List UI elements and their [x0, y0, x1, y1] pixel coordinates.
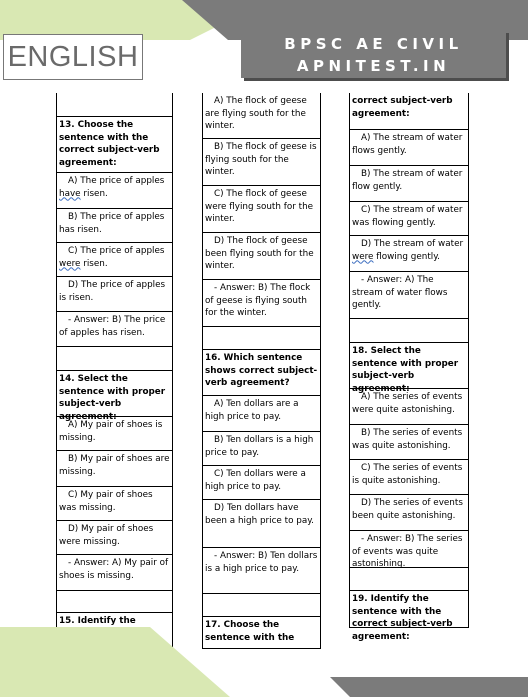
spacer-cell [57, 591, 172, 613]
question-cell [57, 117, 172, 173]
question-column-1 [56, 93, 173, 651]
spacer-cell [350, 568, 468, 591]
cell-text: - Answer: B) Ten dollars is a high price to pay. [205, 551, 318, 574]
option-cell [350, 202, 468, 236]
option-cell [350, 389, 468, 425]
cell-text: C) Ten dollars were a high price to pay. [205, 469, 306, 492]
cell-text: - Answer: A) The stream of water flows gently. [352, 275, 448, 310]
cell-text: A) The series of events were quite astonishing. [352, 392, 463, 415]
cell-text: A) The flock of geese are flying south for the winter. [205, 96, 307, 131]
spacer-cell [203, 327, 320, 350]
option-cell [57, 521, 172, 555]
cell-text: A) My pair of shoes is missing. [59, 420, 163, 443]
option-cell [350, 130, 468, 166]
cell-text: D) The stream of water were flowing gently. [352, 239, 464, 262]
cell-text: 13. Choose the sentence with the correct subject-verb agreement: [59, 120, 160, 168]
option-cell [203, 500, 320, 548]
cell-text: C) The stream of water was flowing gently. [352, 205, 463, 228]
option-cell [350, 495, 468, 531]
spacer-cell [350, 319, 468, 343]
option-cell [350, 236, 468, 272]
option-cell [350, 531, 468, 568]
cell-text: 19. Identify the sentence with the correct subject-verb agreement: [352, 594, 453, 642]
option-cell [203, 139, 320, 186]
option-cell [203, 93, 320, 139]
cell-text: B) The flock of geese is flying south for the winter. [205, 142, 317, 177]
cell-text: D) Ten dollars have been a high price to pay. [205, 503, 314, 526]
cell-text: C) My pair of shoes was missing. [59, 490, 153, 513]
option-cell [57, 243, 172, 277]
question-column-2 [202, 93, 321, 649]
question-column-3 [349, 93, 469, 642]
option-cell [203, 432, 320, 466]
cell-text: C) The flock of geese were flying south for the winter. [205, 189, 314, 224]
cell-text: 18. Select the sentence with proper subject-verb agreement: [352, 346, 459, 394]
option-cell [203, 280, 320, 327]
cell-text: 14. Select the sentence with proper subject-verb agreement: [59, 374, 166, 422]
cell-text: 15. Identify the [59, 616, 136, 626]
option-cell [57, 173, 172, 209]
cell-text: B) The series of events was quite astonishing. [352, 428, 463, 451]
cell-text: - Answer: A) My pair of shoes is missing. [59, 558, 169, 581]
cell-text: correct subject-verb agreement: [352, 96, 453, 119]
cell-text: D) The flock of geese been flying south for the winter. [205, 236, 314, 271]
cell-text: C) The series of events is quite astonishing. [352, 463, 463, 486]
brand-line-2: APNITEST.IN [296, 57, 451, 75]
option-cell [57, 487, 172, 521]
option-cell [203, 466, 320, 500]
cell-text: B) Ten dollars is a high price to pay. [205, 435, 314, 458]
question-cell [203, 350, 320, 396]
option-cell [203, 548, 320, 594]
cell-text: 16. Which sentence shows correct subject-verb agreement? [205, 353, 318, 388]
cell-text: D) The series of events been quite astonishing. [352, 498, 463, 521]
footer-band [0, 627, 528, 697]
subject-title: ENGLISH [3, 34, 143, 80]
option-cell [57, 555, 172, 591]
cell-text: 17. Choose the sentence with the [205, 620, 295, 643]
cell-text: - Answer: B) The price of apples has risen. [59, 315, 166, 338]
option-cell [350, 166, 468, 202]
option-cell [203, 233, 320, 280]
cell-text: B) My pair of shoes are missing. [59, 454, 170, 477]
option-cell [350, 272, 468, 319]
cell-text: B) The price of apples has risen. [59, 212, 165, 235]
option-cell [57, 312, 172, 347]
option-cell [57, 277, 172, 312]
question-cell [350, 343, 468, 394]
cell-text: A) The stream of water flows gently. [352, 133, 463, 156]
spacer-cell [203, 594, 320, 617]
spacer-cell [57, 93, 172, 117]
question-cell [57, 371, 172, 422]
cell-text: - Answer: B) The series of events was quite astonishing. [352, 534, 463, 569]
brand-line-1: BPSC AE CIVIL [284, 35, 463, 53]
option-cell [350, 460, 468, 495]
question-cell [350, 591, 468, 642]
spacer-cell [57, 347, 172, 371]
cell-text: A) The price of apples have risen. [59, 176, 165, 199]
cell-text: D) The price of apples is risen. [59, 280, 166, 303]
option-cell [203, 396, 320, 432]
cell-text: - Answer: B) The flock of geese is flying south for the winter. [205, 283, 311, 318]
cell-text: C) The price of apples were risen. [59, 246, 165, 269]
brand-banner [241, 30, 506, 78]
cell-text: A) Ten dollars are a high price to pay. [205, 399, 299, 422]
cell-text: B) The stream of water flow gently. [352, 169, 463, 192]
question-cell [350, 93, 468, 130]
option-cell [57, 209, 172, 243]
cell-text: D) My pair of shoes were missing. [59, 524, 154, 547]
option-cell [57, 451, 172, 487]
option-cell [57, 417, 172, 451]
option-cell [203, 186, 320, 233]
option-cell [350, 425, 468, 460]
